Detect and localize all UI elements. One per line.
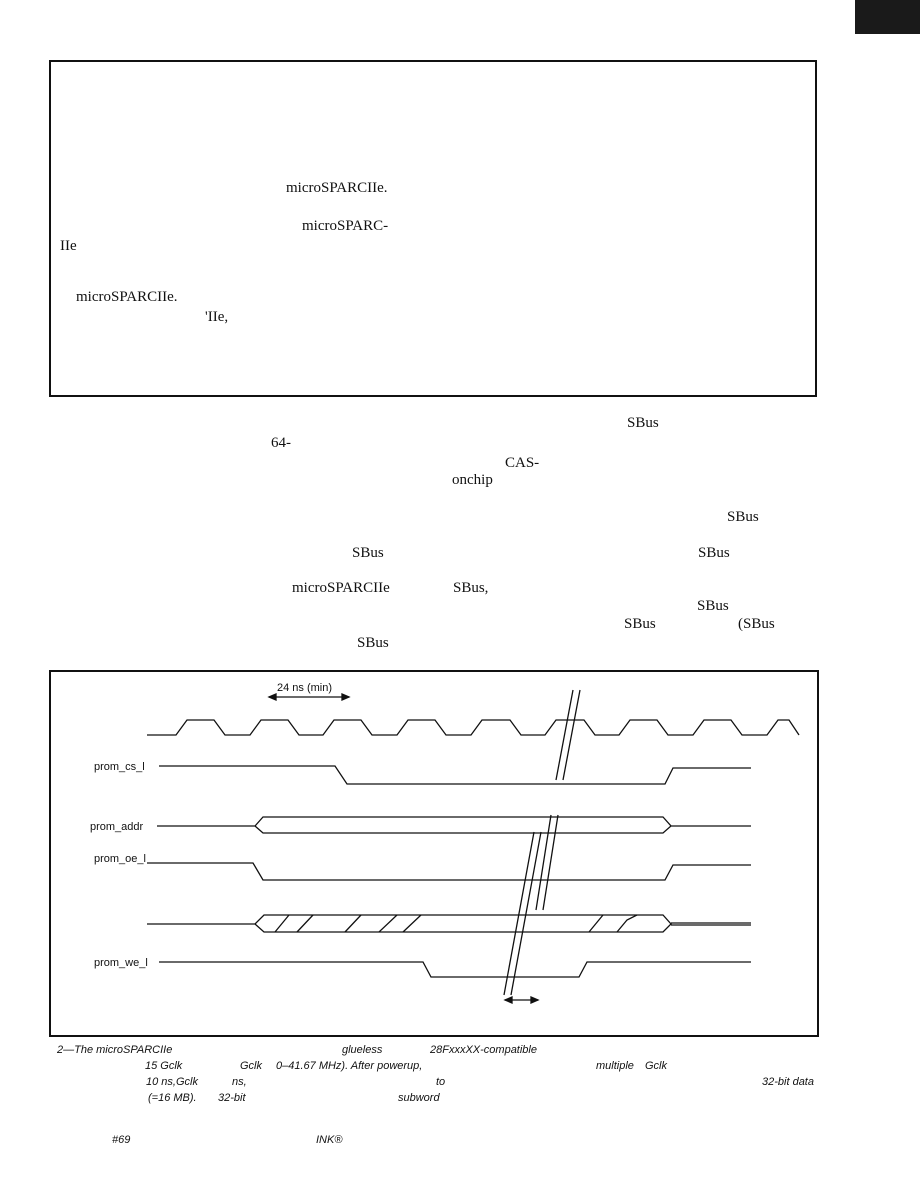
body-fragment: (SBus — [738, 616, 775, 632]
body-fragment: onchip — [452, 472, 493, 488]
body-fragment: SBus — [727, 509, 759, 525]
caption-fragment: 10 ns,Gclk — [146, 1076, 198, 1088]
timing-diagram — [49, 670, 819, 1037]
prom-we-waveform — [159, 962, 751, 977]
caption-fragment: 28FxxxXX-compatible — [430, 1044, 537, 1056]
body-fragment: microSPARCIIe — [292, 580, 390, 596]
body-fragment: SBus — [352, 545, 384, 561]
time-break — [556, 690, 580, 780]
caption-fragment: 0–41.67 MHz). After powerup, — [276, 1060, 423, 1072]
signal-label-prom-oe: prom_oe_l — [94, 853, 146, 865]
data-bus-waveform — [147, 915, 751, 932]
footer-issue: #69 — [112, 1134, 131, 1146]
caption-fragment: (=16 MB). — [148, 1092, 197, 1104]
period-label: 24 ns (min) — [277, 682, 333, 694]
body-fragment: SBus — [697, 598, 729, 614]
sidebar-box — [49, 60, 817, 397]
caption-fragment: 32-bit data — [762, 1076, 814, 1088]
signal-label-prom-cs: prom_cs_l — [94, 761, 145, 773]
caption-fragment: Gclk — [645, 1060, 667, 1072]
clock-waveform — [147, 720, 799, 735]
box-fragment: microSPARC- — [302, 218, 389, 234]
footer-mark: INK® — [316, 1134, 343, 1146]
addr-break — [536, 815, 558, 910]
body-fragment: SBus, — [453, 580, 489, 596]
body-fragment: SBus — [624, 616, 656, 632]
prom-addr-waveform — [157, 817, 751, 833]
body-fragment: SBus — [357, 635, 389, 651]
data-break — [504, 832, 541, 995]
caption-fragment: to — [436, 1076, 446, 1088]
body-fragment: 64- — [271, 435, 291, 451]
caption-fragment: glueless — [342, 1044, 383, 1056]
signal-label-prom-addr: prom_addr — [90, 821, 144, 833]
box-fragment: 'IIe, — [205, 309, 229, 325]
corner-tab — [855, 0, 920, 34]
caption-fragment: 2—The microSPARCIIe — [57, 1044, 173, 1056]
signal-label-prom-we: prom_we_l — [94, 957, 148, 969]
box-fragment: microSPARCIIe. — [286, 180, 388, 196]
data-hatching — [275, 915, 637, 932]
body-fragment: SBus — [698, 545, 730, 561]
body-fragment: CAS- — [505, 455, 540, 471]
caption-fragment: multiple — [596, 1060, 634, 1072]
box-fragment: IIe — [60, 238, 77, 254]
caption-fragment: subword — [398, 1092, 440, 1104]
prom-cs-waveform — [159, 766, 751, 784]
box-fragment: microSPARCIIe. — [76, 289, 178, 305]
caption-fragment: 15 Gclk — [145, 1060, 183, 1072]
prom-oe-waveform — [147, 863, 751, 880]
caption-fragment: 32-bit — [218, 1092, 246, 1104]
timing-diagram-svg — [51, 672, 817, 1035]
body-fragment: SBus — [627, 415, 659, 431]
caption-fragment: Gclk — [240, 1060, 262, 1072]
caption-fragment: ns, — [232, 1076, 247, 1088]
